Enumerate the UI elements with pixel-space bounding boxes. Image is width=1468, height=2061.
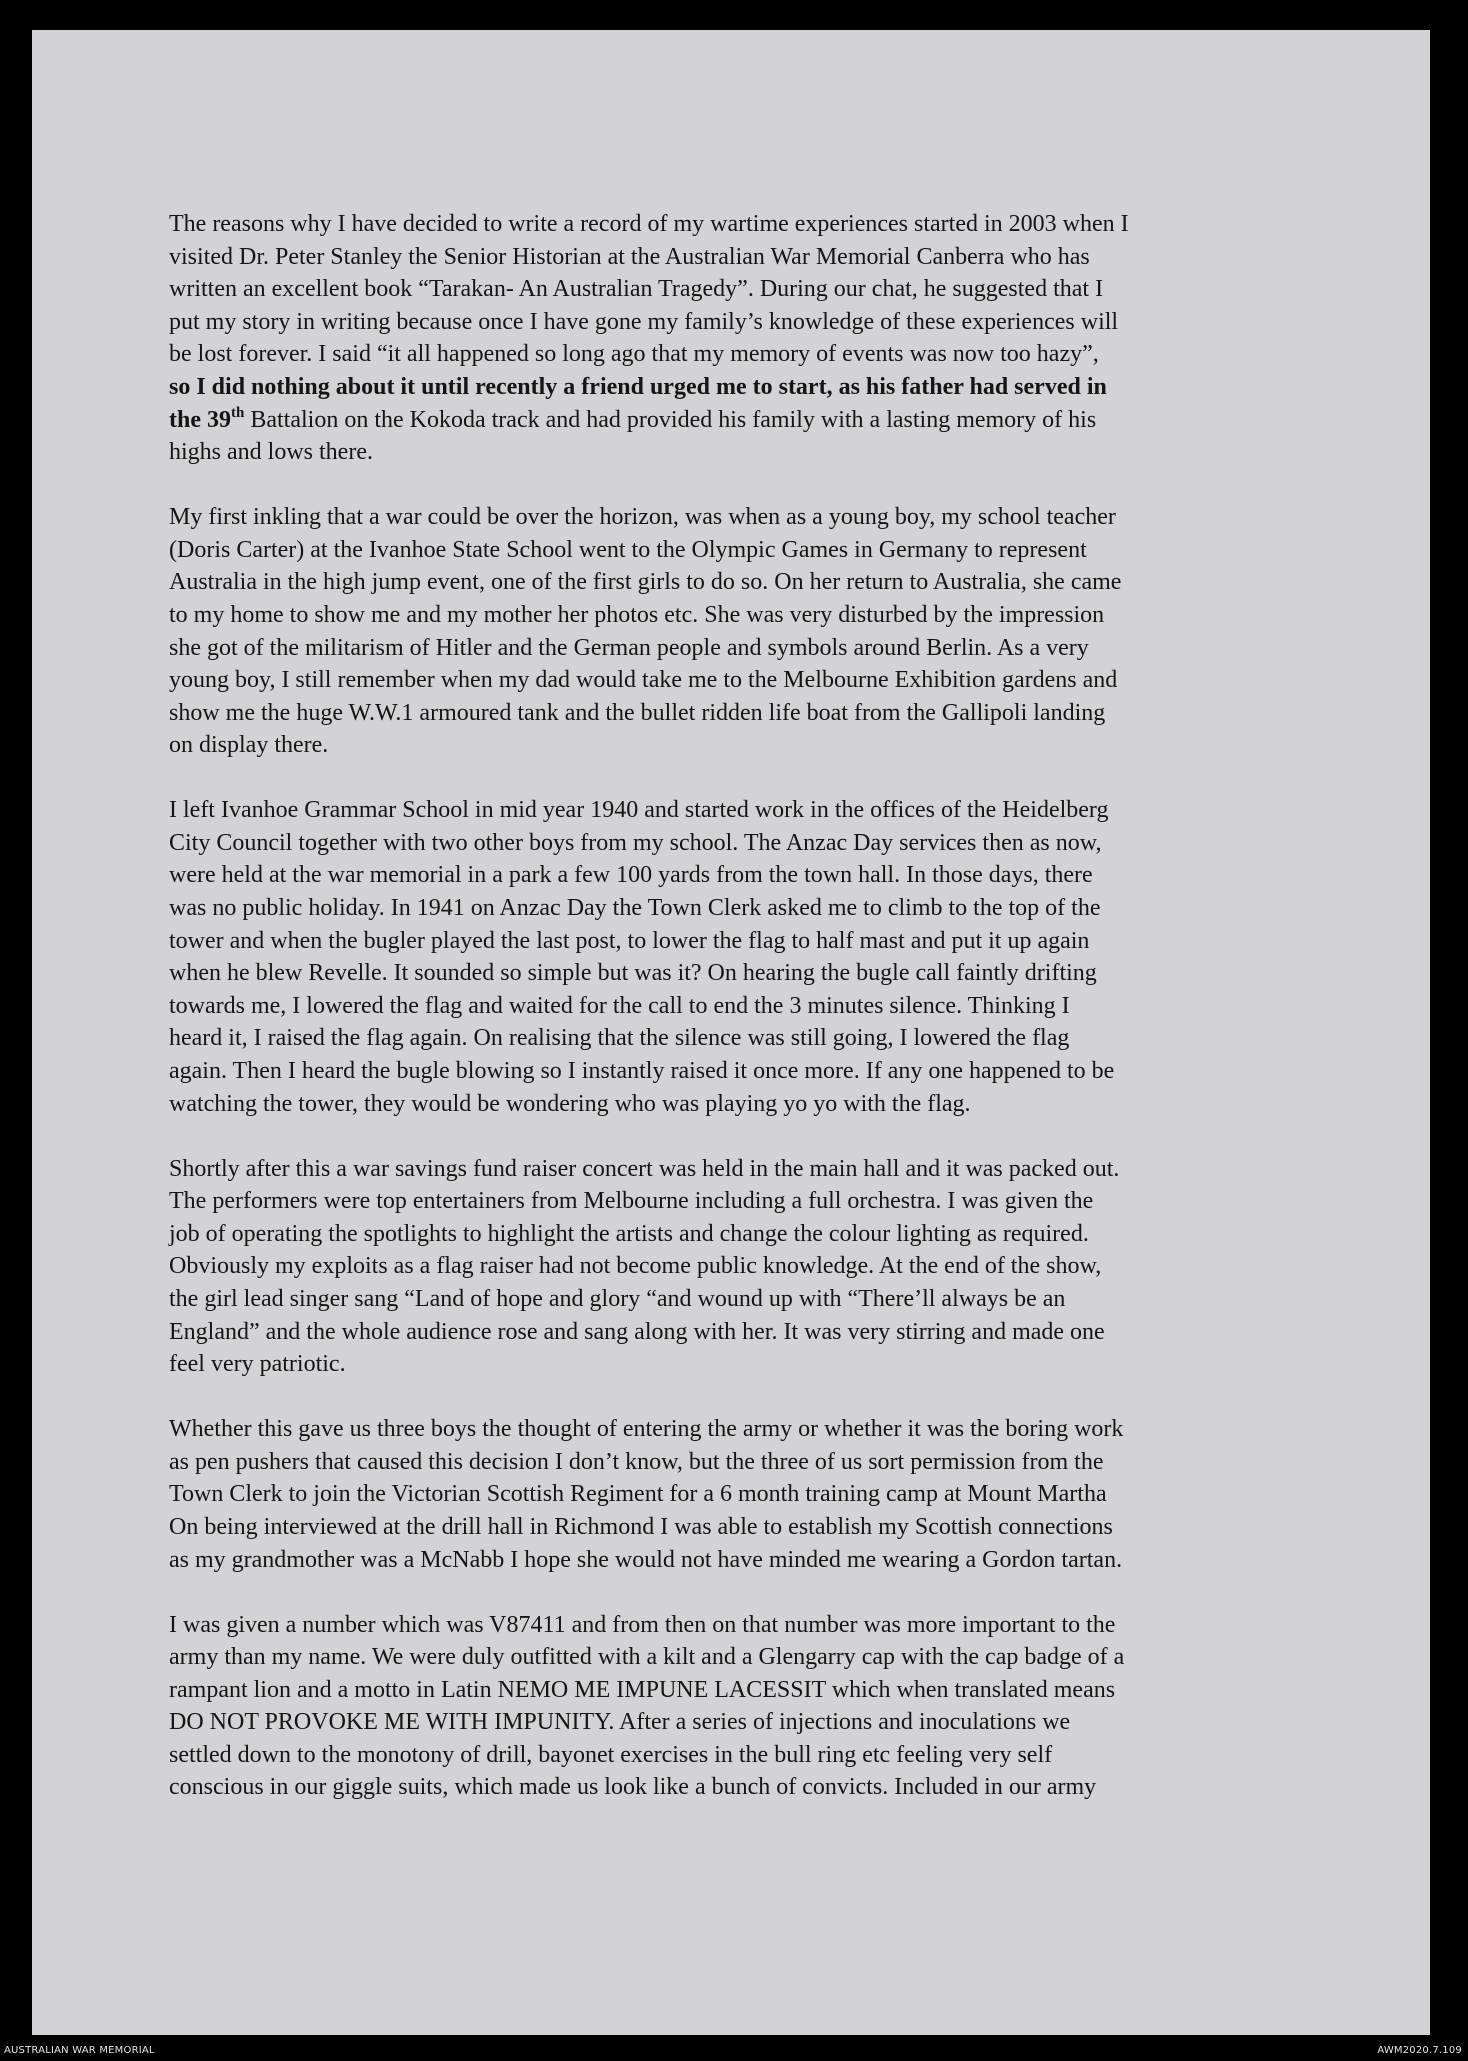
paragraph-5: Whether this gave us three boys the thought of entering the army or whether it was the boring work as pen pushers that caused this decision I don’t know, but the three of us sort permission from the Town Clerk to join the Victorian Scottish Regiment for a 6 month training camp at Mount Martha On being interviewed at the drill hall in Richmond I was able to establish my Scottish connections as my grandmother was a McNabb I hope she would not have minded me wearing a Gordon tartan. [169, 1416, 1124, 1573]
paragraph-1-ending: Battalion on the Kokoda track and had provided his family with a lasting memory of his highs and lows there. [169, 406, 1097, 466]
paragraph-6: I was given a number which was V87411 and from then on that number was more important to the army than my name. We were duly outfitted with a kilt and a Glengarry cap with the cap badge of a rampant lion and a motto in Latin NEMO ME IMPUNE LACESSIT which when translated means DO NOT PROVOKE ME WITH IMPUNITY. After a series of injections and inoculations we settled down to the monotony of drill, bayonet exercises in the bull ring etc feeling very self conscious in our giggle suits, which made us look like a bunch of convicts. Included in our army [169, 1611, 1125, 1801]
paragraph-1-intro: The reasons why I have decided to write a record of my wartime experiences started in 2003 when I visited Dr. Peter Stanley the Senior Historian at the Australian War Memorial Canberra who has written an excellent book “Tarakan- An Australian Tragedy”. During our chat, he suggested that I put my story in writing because once I have gone my family’s knowledge of these experiences will be lost forever. I said “it all happened so long ago that my memory of events was now too hazy”, [169, 211, 1129, 368]
paragraph-1-bold-text: so I did nothing about it until recently a friend urged me to start, as his father had served in the 39 [169, 373, 1107, 433]
footer-institution: AUSTRALIAN WAR MEMORIAL [4, 2045, 155, 2056]
paragraph-4: Shortly after this a war savings fund raiser concert was held in the main hall and it was packed out. The performers were top entertainers from Melbourne including a full orchestra. I was given the job of operating the spotlights to highlight the artists and change the colour lighting as required. Obviously my exploits as a flag raiser had not become public knowledge. At the end of the show, the girl lead singer sang “Land of hope and glory “and wound up with “There’ll always be an England” and the whole audience rose and sang along with her. It was very stirring and made one feel very patriotic. [169, 1155, 1120, 1378]
paragraph-3: I left Ivanhoe Grammar School in mid year 1940 and started work in the offices of the Heidelberg City Council together with two other boys from my school. The Anzac Day services then as now, were held at the war memorial in a park a few 100 yards from the town hall. In those days, there was no public holiday. In 1941 on Anzac Day the Town Clerk asked me to climb to the top of the tower and when the bugler played the last post, to lower the flag to half mast and put it up again when he blew Revelle. It sounded so simple but was it? On hearing the bugle call faintly drifting towards me, I lowered the flag and waited for the call to end the 3 minutes silence. Thinking I heard it, I raised the flag again. On realising that the silence was still going, I lowered the flag again. Then I heard the bugle blowing so I instantly raised it once more. If any one happened to be watching the tower, they would be wondering who was playing yo yo with the flag. [169, 797, 1115, 1117]
document-body [169, 208, 1341, 1804]
ordinal-superscript: th [231, 404, 245, 421]
paragraph-1 [169, 208, 1341, 469]
paper-page [32, 30, 1430, 2035]
paragraph-2: My first inkling that a war could be over the horizon, was when as a young boy, my school teacher (Doris Carter) at the Ivanhoe State School went to the Olympic Games in Germany to represent Australia in the high jump event, one of the first girls to do so. On her return to Australia, she came to my home to show me and my mother her photos etc. She was very disturbed by the impression she got of the militarism of Hitler and the German people and symbols around Berlin. As a very young boy, I still remember when my dad would take me to the Melbourne Exhibition gardens and show me the huge W.W.1 armoured tank and the bullet ridden life boat from the Gallipoli landing on display there. [169, 504, 1122, 759]
footer-accession-number: AWM2020.7.109 [1377, 2045, 1462, 2056]
